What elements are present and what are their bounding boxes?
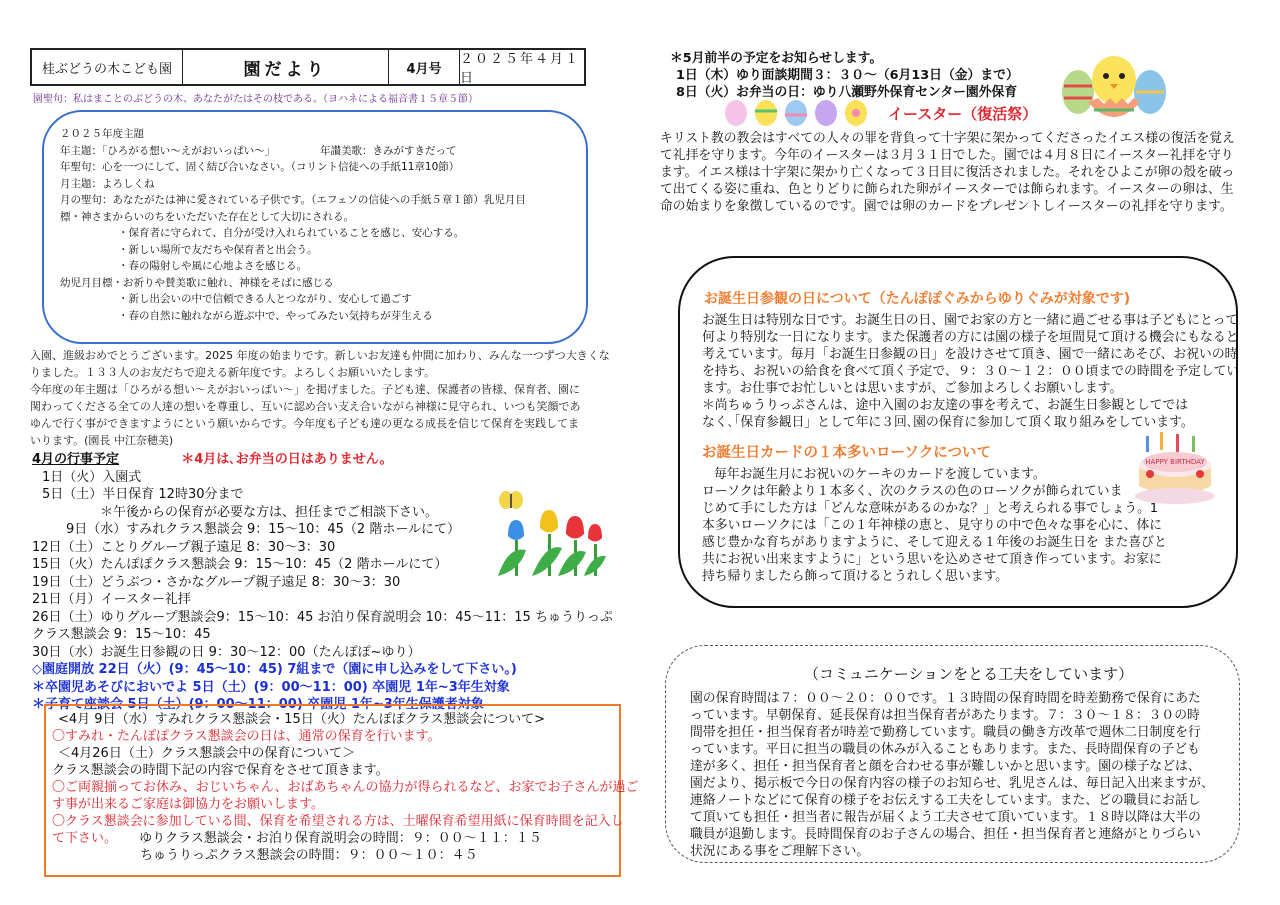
candle-paragraph [702,466,1167,585]
easter-title: イースター（復活祭） [888,105,1038,123]
schedule-item: 30日（水）お誕生日参観の日 9：30～12：00（たんぽぽ~ゆり） [32,644,421,660]
school-verse: 園聖句：私はまことのぶどうの木、あなたがたはその枝である。（ヨハネによる福音書１５章５節） [33,94,478,105]
comm-line: 間帯を担任・担当保育者が時差で勤務しています。職員の働き方改革で週休二日制度を行 [690,725,1201,740]
comm-line: 職員が退勤します。長時間保育のお子さんの場合、担任・担当保育者と連絡がとりづらい [690,827,1201,842]
birthday-cake-illustration [1130,430,1220,508]
month-verse: 月の聖句：あなたがたは神に愛されている子供です。（エフェソの信徒への手紙５章１節）乳児月目 [60,194,526,206]
meeting-line: す事が出来るご家庭は御協力をお願いします。 [52,797,324,812]
child-goal: 幼児月目標・お祈りや賛美歌に触れ、神様をそばに感じる [60,276,334,289]
class-meeting-text [52,711,639,864]
comm-line: っています。平日に担当の職員の休みが入ることもあります。また、長時間保育の子ども [690,742,1200,757]
newsletter-title: 園だより [183,50,389,84]
may-schedule [670,50,1019,101]
birthday-line: なく､｢保育参観日」として年に３回､園の保育に参加して頂く取り組みをしています。 [702,415,1194,430]
easter-chick-illustration [1058,42,1170,128]
lunch-note: ＊4月は､お弁当の日はありません。 [181,452,393,467]
candle-line: じめて手にした方は「どんな意味があるのかな？」と考えられる事でしょう。1 [702,501,1159,516]
candle-line: ローソクは年齢より１本多く、次のクラスの色のローソクが飾られていま [702,484,1123,499]
month-theme: 月主題：よろしくね [60,177,155,190]
meeting-line [52,830,620,847]
birthday-title [704,288,1130,308]
egg-icon [1062,70,1094,114]
birthday-line: ます。お仕事でお忙しいとは思いますが、ご参加よろしくお願いします。 [702,381,1123,396]
schedule-blue-item: ＊子育て座談会 5日（土）(9：00～11：00) 卒園児 1年~3年生保護者対象 [32,697,484,712]
candle-line: 毎年お誕生月にお祝いのケーキのカードを渡しています。 [714,467,1046,482]
easter-line: ます。イエス様は十字架に架かり亡くなって３日目に復活されました。それをひよこが卵の殻を破っ [660,165,1235,180]
schedule-heading: 4月の行事予定 [32,452,120,467]
candle-title: お誕生日カードの１本多いローソクについて [702,445,991,461]
candle-line: 本多いローソクには「この１年神様の恵と、見守りの中で色々な事を心に、体に [702,518,1163,533]
birthday-paragraph [702,312,1242,431]
newsletter-header [30,48,586,86]
greeting-line: 入園、進級おめでとうございます。2025 年度の始まりです。新しいお友達も仲間に加わり、みんな一つずつ大きくな [30,349,610,362]
issue-month: 4月号 [389,50,460,84]
infant-bullet: ・春の陽射しや風に心地よさを感じる。 [118,260,307,272]
easter-paragraph [660,130,1250,215]
birthday-line: 何より特別な一日になります。また保護者の方には園の様子を垣間見て頂ける機会にもなると [702,330,1239,345]
meeting-line: クラス懇談会の時間下記の内容で保育をさせて頂きます。 [52,763,389,778]
comm-line: っています。早朝保育、延長保育は担当保育者があたります。７：３０～１８：３０の時 [690,708,1200,723]
schedule-blue-item: ◇園庭開放 22日（火）(9：45～10：45) 7組まで（園に申し込みをして下さい。) [32,662,517,677]
schedule-item: 9日（水）すみれクラス懇談会 9：15～10：45（2 階ホールにて） [66,522,461,537]
communication-title: （コミュニケーションをとる工夫をしています） [804,665,1134,683]
theme-section [60,126,580,324]
chick-icon [1092,56,1136,104]
easter-line: 命の始まりを象徴しているのです。園では卵のカードをプレゼントしイースターの礼拝を守ります。 [660,199,1233,214]
year-theme: 年主題：「ひろがる想い～えがおいっぱい～」 [60,144,276,157]
greeting-line: 関わってくださる全ての人達の想いを尊重し、互いに認め合い支え合いながら神様に見守られ、いつも笑顔であ [30,400,581,413]
comm-line: 状況にある事をご理解下さい。 [690,844,870,859]
comm-line: 園だより、掲示板で今日の保育内容の様子のお知らせ、乳児さんは、毎日記入出来ますが、 [690,776,1214,791]
theme-year-title: ２０２５年度主題 [60,128,144,140]
schedule-item: 19日（土）どうぶつ・さかなグループ親子遠足 8：30～3：30 [32,574,401,590]
schedule-item: 12日（土）ことりグループ親子遠足 8：30～3：30 [32,539,336,555]
candle-line: 共にお祝い出来ますように」という思いを込めさせて頂き作っています。お家に [702,552,1162,567]
comm-line: 達が多く、担任・担当保育者と顔を合わせる事が難しいかと思います。園の様子などは、 [690,759,1201,774]
greeting-line: いります。(園長 中江奈穂美) [30,434,174,447]
egg-icon [725,100,747,126]
tulip-icon [498,510,606,576]
schedule-item: 1日（火）入園式 [42,469,142,485]
meeting-line: 〇ご両親揃ってお休み、おじいちゃん、おばあちゃんの協力が得られるなど、お家でお子さんが過ご [52,780,639,795]
issue-date: ２０２５年４月１日 [460,52,581,86]
egg-icon [815,100,837,126]
cake-text: HAPPY BIRTHDAY [1145,458,1205,466]
butterfly-icon [499,491,523,509]
easter-line: キリスト教の教会はすべての人々の罪を背負って十字架に架かってくださったイエス様の復活を覚え [660,131,1235,146]
infant-bullet: ・保育者に守られて、自分が受け入れられていることを感じ、安心する。 [118,227,465,239]
may-line: 8日（火）お弁当の日：ゆり八瀬野外保育センター園外保育 [676,85,1018,100]
meeting-line-part: ゆりクラス懇談会・お泊り保育説明会の時間：９：００～１１：１５ [139,831,542,846]
meeting-line: ＜4月26日（土）クラス懇談会中の保育について＞ [58,746,356,761]
candle-line: 感じ豊かな育ちがありますように、そして迎える１年後のお誕生日を また喜びと [702,535,1167,550]
comm-line: 連絡ノートなどにて保育の様子をお伝えする工夫をしています。また、どの職員にお話し [690,793,1201,808]
child-bullet: ・新し出会いの中で信頼できる人とつながり、安心して過ごす [118,293,412,305]
schedule-heading-row [32,451,632,469]
schedule-item: ＊午後からの保育が必要な方は、担任までご相談下さい。 [100,504,439,520]
meeting-line: 〇クラス懇談会に参加している間、保育を希望される方は、土曜保育希望用紙に保育時間を記入し [52,814,624,829]
comm-line: て頂いても担任・担当者に報告が届くよう工夫させて頂いています。１８時以降は大半の [690,810,1201,825]
communication-paragraph [690,690,1230,860]
birthday-line: お誕生日は特別な日です。お誕生日の日、園でお家の方と一緒に過ごせる事は子どもにとって [702,313,1239,328]
schedule-item: 15日（火）たんぽぽクラス懇談会 9：15～10：45（2 階ホールにて） [32,557,448,572]
tulips-illustration [488,488,608,580]
meeting-line: 〇すみれ・たんぽぽクラス懇談会の日は、通常の保育を行います。 [52,729,441,744]
may-line: 1日（木）ゆり面談期間３：３０～（6月13日（金）まで） [676,68,1019,83]
infant-bullet: ・新しい場所で友だちや保育者と出会う。 [118,243,318,256]
candle-line: 持ち帰りましたら飾って頂けるとうれしく思います。 [702,569,1009,584]
theme-row [60,143,580,160]
birthday-title-text: お誕生日参観の日について（たんぽぽぐみからゆりぐみが対象です) [704,291,1131,307]
birthday-line: を持ち、お祝いの給食を食べて頂く予定で、９：３０～１２：００頃までの時間を予定してい [702,364,1240,379]
easter-line: て礼拝を守ります。今年のイースターは３月３１日でした。園では４月８日にイースター礼拝を守り [660,148,1234,163]
meeting-line-part: て下さい。 [52,831,118,846]
child-bullet: ・春の自然に触れながら遊ぶ中で、やってみたい気持ちが芽生える [118,309,433,322]
infant-goal: 標・神さまからいのちをいただいた存在として大切にされる。 [60,210,354,223]
meeting-line: <4月 9日（水）すみれクラス懇談会・15日（火）たんぽぽクラス懇談会について> [58,712,545,727]
easter-eggs-row [722,98,892,128]
easter-line: て出てくる姿に重ね、色とりどりに飾られた卵がイースターでは飾られます。イースターの卵は、生 [660,182,1234,197]
greeting-line: りました。１３３人のお友だちで迎える新年度です。よろしくお願いいたします。 [30,366,436,379]
birthday-line: 考えています。毎月「お誕生日参観の日」を設けさせて頂き、園で一緒にあそび、お祝いの時 [702,347,1238,362]
greeting-line: ゆんで行く事ができますようにという願いからです。今年度も子ども達の更なる成長を信じて保育を実践してま [30,417,580,430]
school-name: 桂ぶどうの木こども園 [32,50,183,84]
year-hymn: 年讃美歌：きみがすきだって [320,144,457,157]
schedule-item: 21日（月）イースター礼拝 [32,592,191,607]
may-line: ＊5月前半の予定をお知らせします。 [670,51,883,66]
meeting-line: ちゅうりっぷクラス懇談会の時間：９：００～１０：４５ [140,848,478,863]
schedule-item: 26日（土）ゆりグループ懇談会9：15～10：45 お泊り保育説明会 10：45～11：15 ちゅうりっぷ [32,609,613,625]
greeting-paragraph [30,347,610,449]
year-verse: 年聖句：心を一つにして、固く結び合いなさい。（コリント信徒への手紙11章10節） [60,161,460,173]
birthday-line: ＊尚ちゅうりっぷさんは、途中入園のお友達の事を考えて、お誕生日参観としてでは [702,398,1189,413]
egg-icon [755,100,777,126]
schedule-blue-item: ＊卒園児あそびにおいでよ 5日（土）(9：00～11：00) 卒園児 1年~3年生対象 [32,679,510,695]
schedule-item: クラス懇談会 9：15～10：45 [32,627,211,642]
greeting-line: 今年度の年主題は「ひろがる想い～えがおいっぱい～」を掲げました。子ども達、保護者の皆様、保育者、園に [30,383,580,396]
schedule-item: 5日（土）半日保育 12時30分まで [42,487,244,502]
comm-line: 園の保育時間は７：００～２０：００です。１３時間の保育時間を時差勤務で保育にあた [690,691,1201,706]
egg-icon [785,100,807,126]
